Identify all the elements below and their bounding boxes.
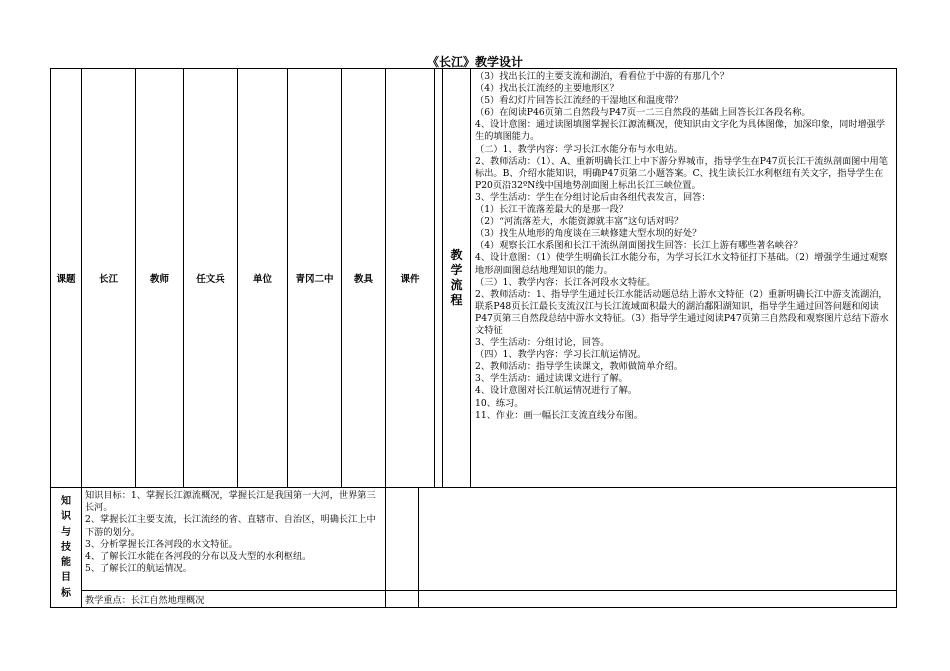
flow-line: 3、学生活动：通过读课文进行了解。 — [475, 373, 628, 385]
lesson-plan-table — [50, 68, 897, 608]
objectives-label-char: 目 — [61, 572, 71, 584]
objectives-label-char: 能 — [61, 557, 71, 569]
objective-line: 2、掌握长江主要支流，长江流经的省、直辖市、自治区，明确长江上中下游的划分。 — [85, 514, 376, 538]
flow-line: （6）在阅读P46页第二自然段与P47页一二三自然段的基础上回答长江各段名称。 — [475, 107, 811, 119]
objectives-label-char: 与 — [61, 526, 71, 538]
flow-line: 2、教师活动：（1）、A、重新明确长江上中下游分界城市，指导学生在P47页长江干流纵剖面图中用笔标出。B、介绍水能知识，明确P47页第二小题答案。C、找生读长江水利枢纽有关文字，指导学生在P20页沿32ºN线中国地势剖面图上标出长江三峡位置。 — [475, 155, 888, 191]
flow-label-char: 流 — [450, 278, 463, 292]
objectives-label-char: 标 — [61, 587, 71, 599]
tools-label: 教具 — [342, 69, 386, 488]
flow-line: 4、设计意图对长江航运情况进行了解。 — [475, 385, 638, 397]
objectives-label-char: 技 — [61, 541, 71, 553]
objectives-row — [51, 488, 897, 591]
header-row — [51, 69, 897, 488]
objective-line: 4、了解长江水能在各河段的分布以及大型的水利枢纽。 — [85, 551, 312, 563]
teaching-flow-content — [471, 69, 897, 488]
flow-line: 2、教师活动：指导学生读课文，教师做简单介绍。 — [475, 361, 683, 373]
flow-line: （1）长江干流落差最大的是那一段？ — [475, 204, 628, 216]
flow-label-char: 程 — [450, 293, 463, 307]
objective-line: 5、了解长江的航运情况。 — [85, 563, 192, 575]
flow-line: 3、学生活动：学生在分组讨论后由各组代表发言，回答： — [475, 191, 711, 203]
flow-label-char: 学 — [450, 263, 463, 277]
flow-line: （5）看幻灯片回答长江流经的干湿地区和温度带？ — [475, 95, 683, 107]
flow-line: （二）1、教学内容：学习长江水能分布与水电站。 — [475, 143, 683, 155]
key-point: 教学重点：长江自然地理概况 — [82, 591, 386, 608]
flow-line: （4）找出长江流经的主要地形区？ — [475, 83, 619, 95]
flow-line: （3）找出长江的主要支流和湖泊，看看位于中游的有那几个？ — [475, 71, 729, 82]
teaching-flow-label — [443, 69, 471, 488]
key-point-empty-cell — [386, 591, 419, 608]
objectives-empty-cell — [419, 488, 897, 591]
flow-line: 4、设计意图：（1）使学生明确长江水能分布，为学习长江水文特征打下基础。（2）增强学生通过观察地形剖面图总结地理知识的能力。 — [475, 252, 888, 276]
courseware-label: 课件 — [386, 69, 435, 488]
objectives-label-char: 知 — [61, 495, 71, 507]
objective-line: 知识目标：1、掌握长江源流概况，掌握长江是我国第一大河，世界第三长河。 — [85, 490, 376, 514]
flow-line: （2）“河流落差大，水能资源就丰富”这句话对吗？ — [475, 216, 684, 228]
flow-line: 10、练习。 — [475, 397, 524, 409]
flow-label-char: 教 — [450, 248, 463, 262]
objectives-label — [51, 488, 82, 608]
flow-line: 2、教师活动：1、指导学生通过长江水能活动题总结上游水文特征（2）重新明确长江中游支流湖泊，联系P48页长江最长支流汉江与长江流域面积最大的湖泊鄱阳湖知识，指导学生通过回答问题和阅读P47页第三自然段总结中游水文特征。（3）指导学生通过阅读P47页第三自然段和观察图片总结下游水文特征 — [475, 288, 889, 336]
flow-line: （三）1、教学内容：长江各河段水文特征。 — [475, 276, 656, 288]
key-point-row — [51, 591, 897, 608]
unit-label: 单位 — [238, 69, 288, 488]
flow-line: 11、作业：画一幅长江支流直线分布图。 — [475, 409, 643, 421]
teacher-label: 教师 — [136, 69, 184, 488]
flow-line: 4、设计意图：通过读图填图掌握长江源流概况，使知识由文字化为具体图像，加深印象，同时增强学生的填图能力。 — [475, 119, 886, 143]
objectives-content — [82, 488, 386, 591]
flow-line: （3）找生从地形的角度谈在三峡修建大型水坝的好处？ — [475, 228, 702, 240]
flow-line: （四）1、教学内容：学习长江航运情况。 — [475, 349, 647, 361]
tools-value — [435, 69, 443, 488]
subject-label: 课题 — [51, 69, 82, 488]
key-point-empty-cell — [419, 591, 897, 608]
subject-value: 长江 — [82, 69, 136, 488]
flow-line: （4）观察长江水系图和长江干流纵剖面图找生回答：长江上游有哪些著名峡谷？ — [475, 240, 803, 252]
document-title: 《长江》教学设计 — [426, 55, 523, 69]
objectives-empty-cell — [386, 488, 419, 591]
unit-value: 青冈二中 — [288, 69, 342, 488]
objectives-label-char: 识 — [61, 511, 71, 523]
teacher-value: 任文兵 — [184, 69, 238, 488]
flow-line: 3、学生活动：分组讨论，回答。 — [475, 337, 610, 349]
objective-line: 3、分析掌握长江各河段的水文特征。 — [85, 538, 238, 550]
